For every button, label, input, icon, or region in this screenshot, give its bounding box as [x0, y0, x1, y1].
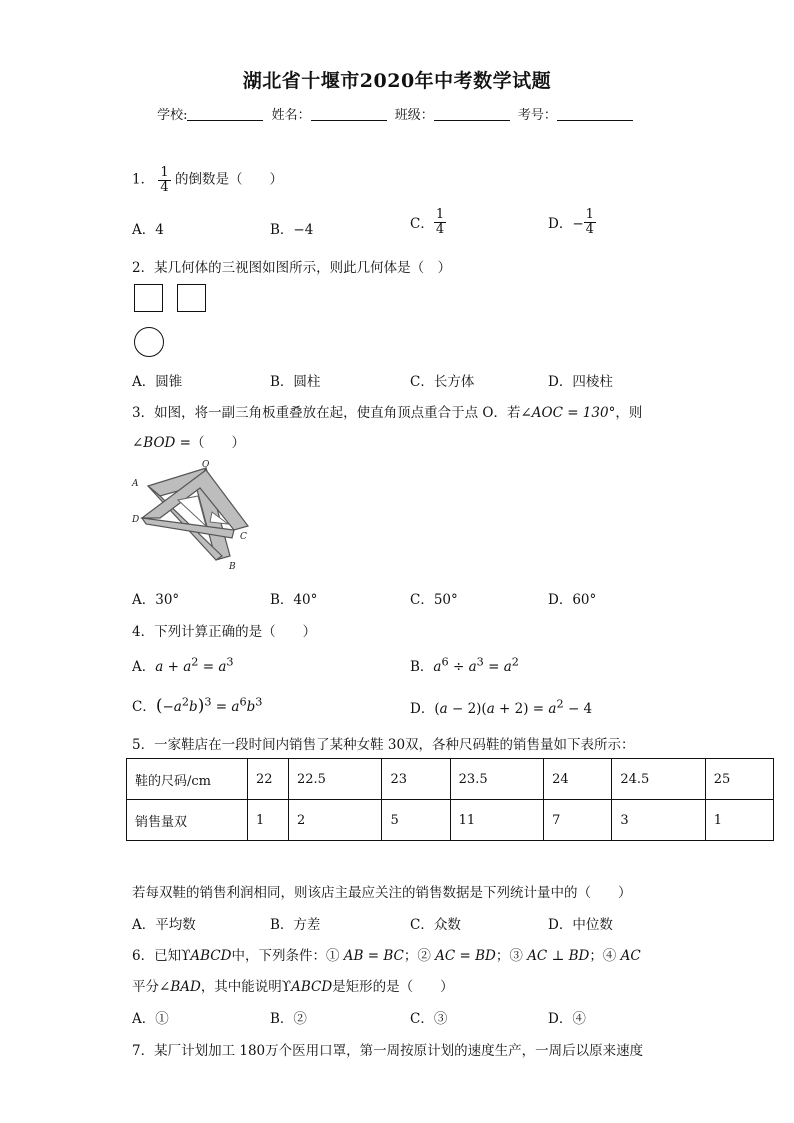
table-row: [127, 800, 774, 841]
school-label: 学校:: [157, 108, 188, 123]
school-blank: [187, 108, 263, 121]
q6-stem-line2: 平分∠BAD，其中能说明ϒABCD是矩形的是（ ）: [132, 979, 454, 995]
side-view-square: [177, 284, 206, 312]
q3-stem-line2: ∠BOD =（ ）: [132, 435, 245, 451]
student-info-line: [0, 104, 794, 123]
table-cell: 24.5: [612, 759, 705, 800]
table-cell: 5: [382, 800, 450, 841]
id-blank: [557, 108, 633, 121]
table-cell: 1: [705, 800, 773, 841]
table-row: [127, 759, 774, 800]
table-cell: 24: [544, 759, 612, 800]
class-label: 班级：: [394, 108, 434, 123]
class-blank: [434, 108, 510, 121]
q2-option-b: B．圆柱: [270, 374, 321, 390]
sales-header-cell: 销售量双: [127, 800, 248, 841]
q2-stem: 2．某几何体的三视图如图所示，则此几何体是（ ）: [132, 260, 452, 276]
q3-option-b: B．40°: [270, 592, 318, 608]
q1-option-b: B．−4: [270, 222, 314, 238]
q2-option-a: A．圆锥: [132, 374, 183, 390]
q5-option-a: A．平均数: [132, 917, 196, 933]
label-o: O: [202, 460, 210, 470]
q6-stem-line1: 6．已知ϒABCD中，下列条件：① AB = BC；② AC = BD；③ AC ⊥ BD；④ AC: [132, 948, 641, 964]
q6-option-d: D．④: [548, 1011, 586, 1027]
q5-option-d: D．中位数: [548, 917, 613, 933]
table-cell: 22.5: [289, 759, 382, 800]
q4-option-c: C．$(-a^2b)^3 = a^6b^3$: [132, 695, 263, 716]
q1-option-a: A．4: [132, 222, 164, 238]
q4-stem: 4．下列计算正确的是（ ）: [132, 624, 317, 640]
q5-option-b: B．方差: [270, 917, 321, 933]
q6-option-b: B．②: [270, 1011, 307, 1027]
q5-stem: 5．一家鞋店在一段时间内销售了某种女鞋 30双，各种尺码鞋的销售量如下表所示：: [132, 737, 635, 753]
id-label: 考号：: [517, 108, 557, 123]
q4-option-d: D．$(a - 2)(a + 2) = a^2 - 4$: [410, 697, 593, 717]
q4-option-b: B．$a^6 \div a^3 = a^2$: [410, 655, 519, 675]
table-cell: 2: [289, 800, 382, 841]
table-cell: 22: [248, 759, 289, 800]
q7-stem: 7．某厂计划加工 180万个医用口罩，第一周按原计划的速度生产，一周后以原来速度: [132, 1043, 644, 1059]
table-cell: 1: [248, 800, 289, 841]
q3-triangle-figure: [130, 456, 250, 574]
label-c: C: [240, 532, 247, 542]
table-cell: 23.5: [450, 759, 543, 800]
q1-option-d: D．− $\frac{1}{4}$: [548, 207, 594, 237]
table-cell: 11: [450, 800, 543, 841]
page-title: 湖北省十堰市2020年中考数学试题: [242, 70, 552, 92]
label-d: D: [132, 515, 140, 525]
table-cell: 25: [705, 759, 773, 800]
q4-option-a: A．$a + a^2 = a^3$: [132, 655, 234, 675]
q1-stem: 1． $\frac{1}{4}$ 的倒数是（ ）: [132, 165, 283, 195]
name-blank: [311, 108, 387, 121]
table-cell: 23: [382, 759, 450, 800]
q1-option-c: C． $\frac{1}{4}$: [410, 207, 445, 237]
q5-followup: 若每双鞋的销售利润相同，则该店主最应关注的销售数据是下列统计量中的（ ）: [132, 885, 632, 901]
table-cell: 7: [544, 800, 612, 841]
q1-fraction: $\frac{1}{4}$: [160, 165, 169, 195]
q3-option-a: A．30°: [132, 592, 180, 608]
q6-option-a: A．①: [132, 1011, 169, 1027]
q3-stem-line1: 3．如图，将一副三角板重叠放在起，使直角顶点重合于点 O．若∠AOC = 130°，则: [132, 405, 643, 421]
shoe-size-table: [126, 758, 774, 841]
table-cell: 3: [612, 800, 705, 841]
front-view-square: [134, 284, 163, 312]
top-view-circle: [134, 327, 164, 357]
size-header-cell: 鞋的尺码/cm: [127, 759, 248, 800]
q2-option-c: C．长方体: [410, 374, 475, 390]
q3-option-c: C．50°: [410, 592, 458, 608]
q5-option-c: C．众数: [410, 917, 461, 933]
q2-option-d: D．四棱柱: [548, 374, 613, 390]
name-label: 姓名：: [271, 108, 311, 123]
label-b: B: [229, 562, 236, 572]
label-a: A: [132, 479, 139, 489]
q3-option-d: D．60°: [548, 592, 597, 608]
q6-option-c: C．③: [410, 1011, 448, 1027]
